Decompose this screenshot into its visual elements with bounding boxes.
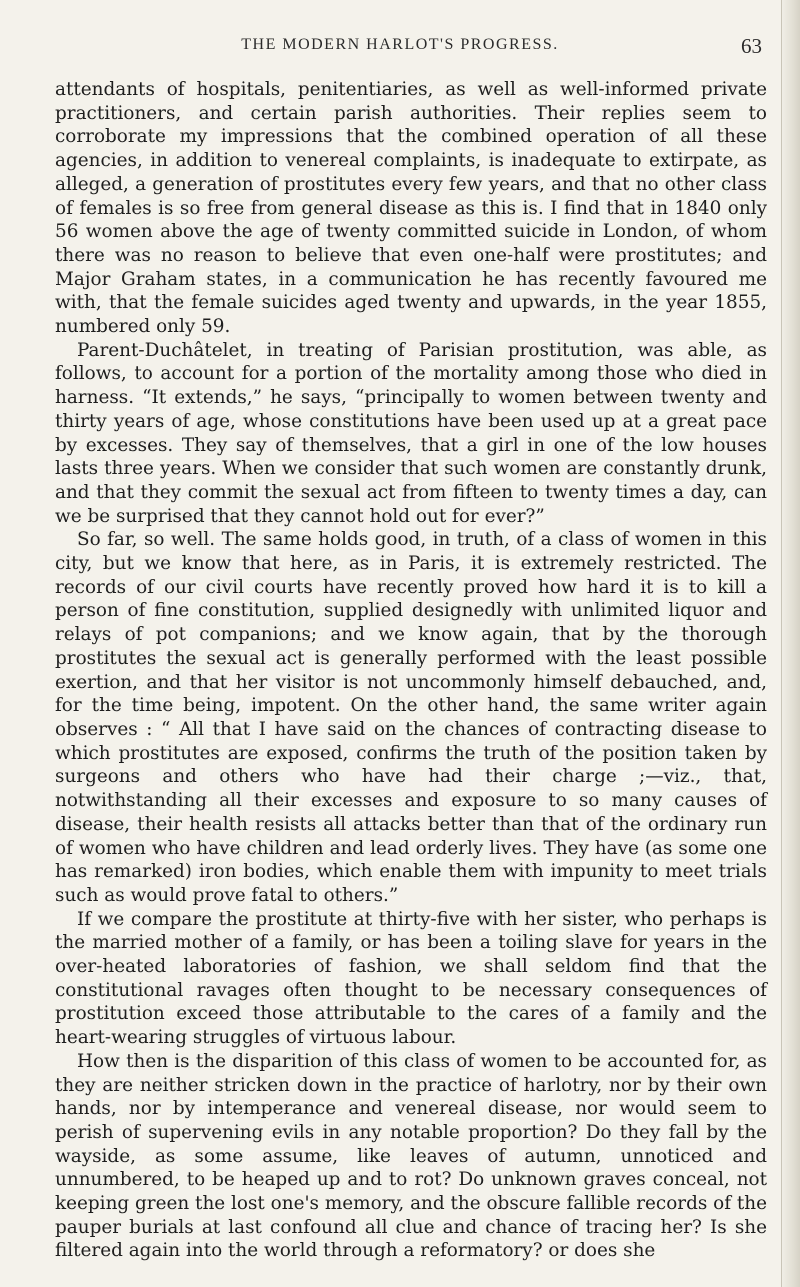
paragraph-2: Parent-Duchâtelet, in treating of Parisian prostitution, was able, as follows, to account for a portion of the mortality among those who died in harness. “It extends,” he says, “principally to women between twenty and thirty years of age, whose constitutions have been used up at a great pace by excesses. They say of themselves, that a girl in one of the low houses lasts three years. When we consider that such women are constantly drunk, and that they commit the sexual act from fifteen to twenty times a day, can we be surprised that they cannot hold out for ever?” <box>55 339 767 527</box>
paragraph-4: If we compare the prostitute at thirty-five with her sister, who perhaps is the married mother of a family, or has been a toiling slave for years in the over-heated laboratories of fashion, we shall seldom find that the constitutional ravages often thought to be necessary consequences of prostitution exceed those attributable to the cares of a family and the heart-wearing struggles of virtuous labour. <box>55 908 767 1049</box>
running-head: THE MODERN HARLOT'S PROGRESS. <box>241 36 559 53</box>
paragraph-1: attendants of hospitals, penitentiaries, as well as well-informed private practitioners, and certain parish authorities. Their replies seem to corroborate my impressions that the combined operation of all these agencies, in addition to venereal complaints, is inadequate to extirpate, as alleged, a generation of prostitutes every few years, and that no other class of females is so free from general disease as this is. I find that in 1840 only 56 women above the age of twenty committed suicide in London, of whom there was no reason to believe that even one-half were prostitutes; and Major Graham states, in a communication he has recently favoured me with, that the female suicides aged twenty and upwards, in the year 1855, numbered only 59. <box>55 79 767 338</box>
paragraph-3: So far, so well. The same holds good, in truth, of a class of women in this city, but we know that here, as in Paris, it is extremely restricted. The records of our civil courts have recently proved how hard it is to kill a person of fine constitution, supplied designedly with unlimited liquor and relays of pot companions; and we know again, that by the thorough prostitutes the sexual act is generally performed with the least possible exertion, and that her visitor is not uncommonly himself debauched, and, for the time being, impotent. On the other hand, the same writer again observes : “ All that I have said on the chances of contracting disease to which prostitutes are exposed, confirms the truth of the position taken by surgeons and others who have had their charge ;—viz., that, notwithstanding all their excesses and exposure to so many causes of disease, their health resists all attacks better than that of the ordinary run of women who have children and lead orderly lives. They have (as some one has remarked) iron bodies, which enable them with impunity to meet trials such as would prove fatal to others.” <box>55 529 767 906</box>
page-number: 63 <box>741 34 762 58</box>
body-text <box>55 78 767 1263</box>
page-edge <box>781 0 800 1287</box>
paragraph-5: How then is the disparition of this class of women to be accounted for, as they are neither stricken down in the practice of harlotry, nor by their own hands, nor by intemperance and venereal disease, nor would seem to perish of supervening evils in any notable proportion? Do they fall by the wayside, as some assume, like leaves of autumn, unnoticed and unnumbered, to be heaped up and to rot? Do unknown graves conceal, not keeping green the lost one's memory, and the obscure fallible records of the pauper burials at last confound all clue and chance of tracing her? Is she filtered again into the world through a reformatory? or does she <box>55 1050 767 1262</box>
page-header <box>0 34 800 60</box>
